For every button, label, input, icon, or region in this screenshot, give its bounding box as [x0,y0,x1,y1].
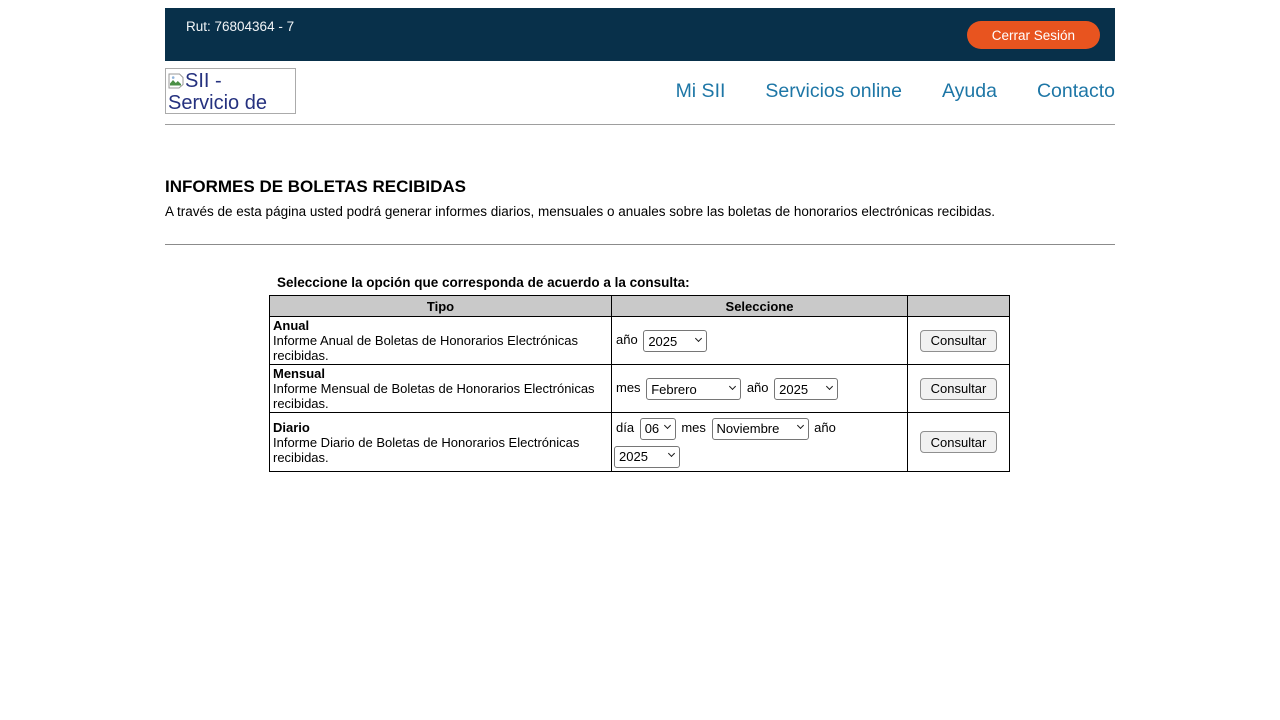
site-header [165,68,1115,125]
year-label: año [746,380,769,396]
report-type-cell [270,413,612,472]
report-row-anual [270,317,1010,365]
report-controls-cell [612,365,908,413]
report-row-diario [270,413,1010,472]
report-type-description: Informe Anual de Boletas de Honorarios Electrónicas recibidas. [273,333,578,363]
column-header-seleccione: Seleccione [612,296,908,317]
report-action-cell [908,365,1010,413]
report-action-cell [908,413,1010,472]
year-label: año [814,420,836,435]
month-label: mes [616,380,641,396]
report-type-description: Informe Mensual de Boletas de Honorarios Electrónicas recibidas. [273,381,595,411]
page-title: INFORMES DE BOLETAS RECIBIDAS [165,177,466,196]
page-container [165,8,1115,472]
session-bar [165,8,1115,61]
main-nav [676,80,1115,103]
content-divider [165,244,1115,245]
column-header-tipo: Tipo [270,296,612,317]
mensual-month-select[interactable] [646,378,741,400]
day-label: día [616,420,635,435]
report-type-title: Mensual [273,366,326,381]
report-action-cell [908,317,1010,365]
nav-item-mi-sii[interactable]: Mi SII [675,79,726,102]
diario-year-select[interactable] [614,446,680,468]
reports-table [269,295,1010,472]
section-heading: Seleccione la opción que corresponda de acuerdo a la consulta: [277,275,690,290]
sii-logo[interactable] [165,68,296,114]
diario-month-select[interactable] [712,418,809,440]
diario-year-select-wrap [614,443,680,470]
anual-year-select[interactable] [643,330,707,352]
diario-month-select-wrap [712,415,809,442]
mensual-month-select-wrap [646,376,741,403]
nav-item-servicios-online[interactable]: Servicios online [765,79,902,102]
consulta-section [269,275,1011,472]
consultar-diario-button[interactable]: Consultar [920,431,998,453]
nav-item-contacto[interactable]: Contacto [1036,79,1115,102]
report-controls-cell [612,413,908,472]
report-type-cell [270,365,612,413]
page-description: A través de esta página usted podrá generar informes diarios, mensuales o anuales sobre las boletas de honorarios electrónicas recibidas. [165,204,995,219]
report-type-title: Anual [273,318,310,333]
diario-day-select[interactable] [640,418,676,440]
report-type-description: Informe Diario de Boletas de Honorarios Electrónicas recibidas. [273,434,580,465]
broken-image-icon [168,73,184,89]
month-label: mes [681,420,706,435]
report-controls-cell [612,317,908,365]
mensual-year-select[interactable] [774,378,838,400]
anual-year-select-wrap [643,328,707,355]
report-type-title: Diario [273,419,310,435]
rut-label: Rut: 76804364 - 7 [186,19,295,34]
logo-alt-text: SII - Servicio de [168,70,267,114]
year-label: año [616,332,638,348]
report-row-mensual [270,365,1010,413]
column-header-actions [908,296,1010,317]
report-type-cell [270,317,612,365]
nav-item-ayuda[interactable]: Ayuda [941,79,997,102]
diario-day-select-wrap [640,415,676,442]
consultar-mensual-button[interactable]: Consultar [920,378,998,400]
consultar-anual-button[interactable]: Consultar [920,330,998,352]
table-header-row [270,296,1010,317]
mensual-year-select-wrap [774,376,838,403]
logout-button[interactable]: Cerrar Sesión [967,21,1100,49]
